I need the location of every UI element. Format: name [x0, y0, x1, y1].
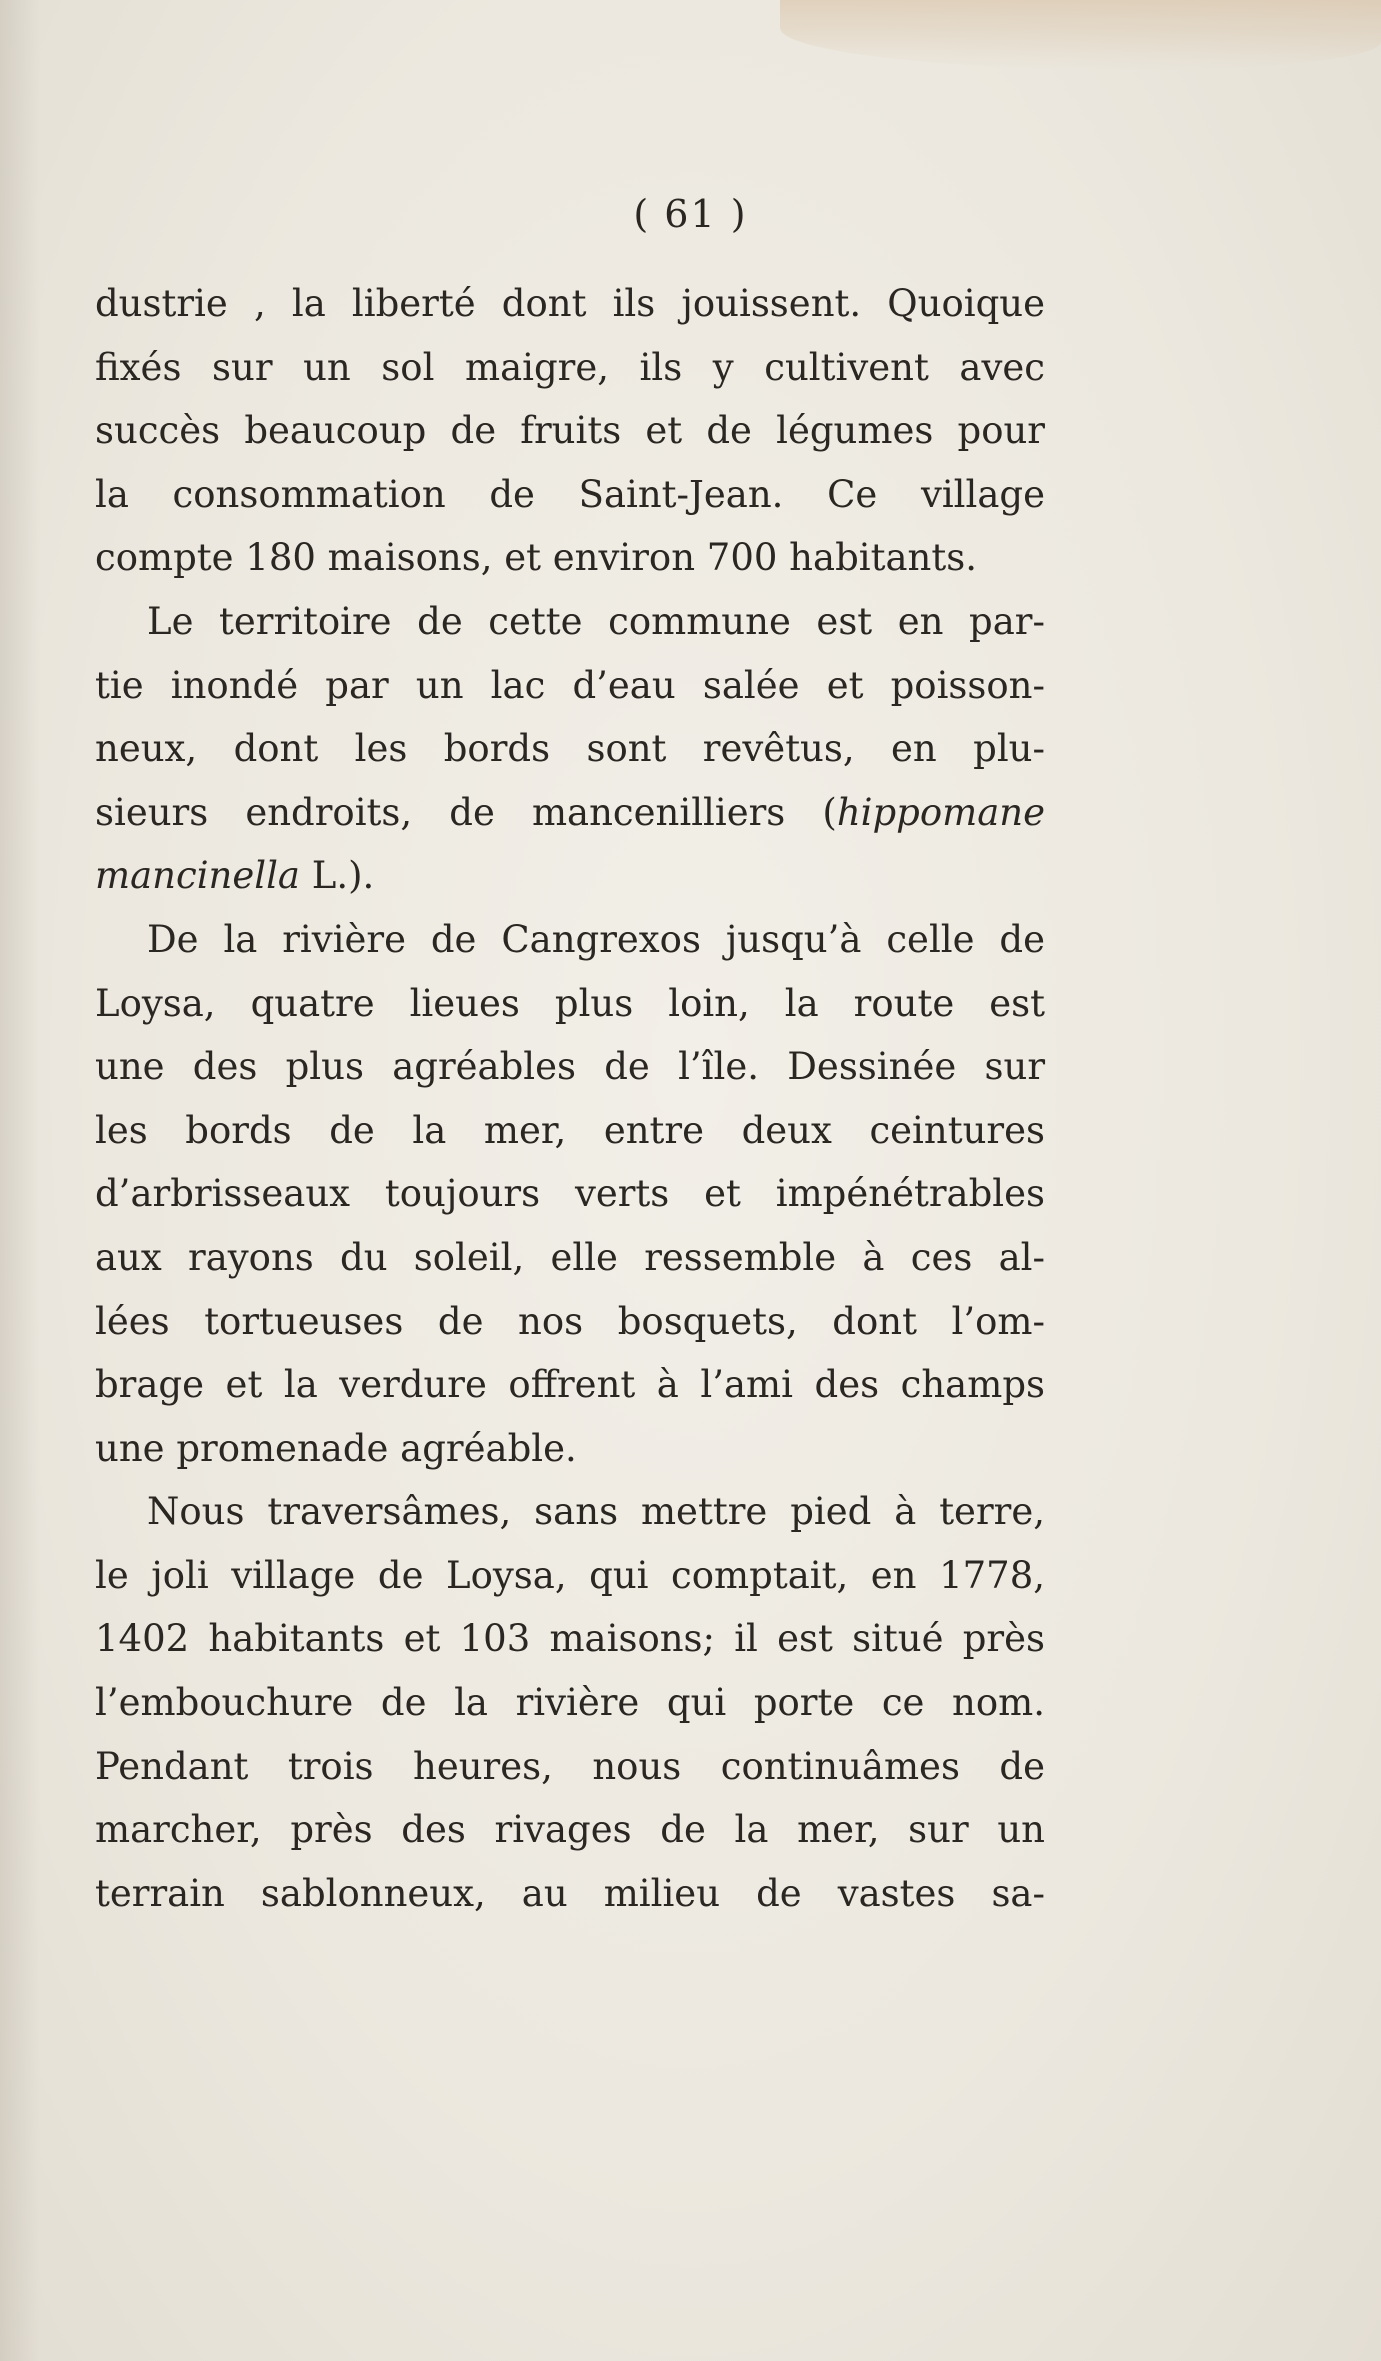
text-line: neux, dont les bords sont revêtus, en plu-: [95, 727, 1045, 771]
text-line: d’arbrisseaux toujours verts et impénétrables: [95, 1172, 1045, 1216]
text-line: brage et la verdure offrent à l’ami des champs: [95, 1363, 1045, 1407]
text-line: [95, 844, 1045, 908]
text-segment: L.).: [299, 854, 375, 898]
text-line: lées tortueuses de nos bosquets, dont l’om-: [95, 1299, 1045, 1343]
text-line: une promenade agréable.: [95, 1426, 577, 1470]
italic-term: mancinella: [95, 854, 300, 898]
text-line: l’embouchure de la rivière qui porte ce nom.: [95, 1681, 1045, 1725]
text-line: Pendant trois heures, nous continuâmes de: [95, 1744, 1045, 1788]
text-line: [95, 781, 1045, 845]
text-line: 1402 habitants et 103 maisons; il est situé près: [95, 1617, 1045, 1661]
text-line: les bords de la mer, entre deux ceintures: [95, 1108, 1045, 1152]
text-line: marcher, près des rivages de la mer, sur un: [95, 1808, 1045, 1852]
text-line: De la rivière de Cangrexos jusqu’à celle de: [147, 917, 1045, 961]
text-line: le joli village de Loysa, qui comptait, en 1778,: [95, 1553, 1045, 1597]
gutter-shadow: [0, 0, 40, 2361]
text-line: une des plus agréables de l’île. Dessinée sur: [95, 1045, 1045, 1089]
text-line: tie inondé par un lac d’eau salée et poisson-: [95, 663, 1045, 707]
text-line: fixés sur un sol maigre, ils y cultivent avec: [95, 345, 1045, 389]
text-line: dustrie , la liberté dont ils jouissent. Quoique: [95, 282, 1045, 325]
text-segment: sieurs endroits, de mancenilliers (: [95, 790, 837, 834]
text-line: Loysa, quatre lieues plus loin, la route est: [95, 981, 1045, 1025]
italic-term: hippomane: [836, 790, 1045, 834]
text-line: terrain sablonneux, au milieu de vastes sa-: [95, 1871, 1045, 1915]
paper-stain: [780, 0, 1381, 70]
page-number: ( 61 ): [633, 192, 748, 236]
text-line: Le territoire de cette commune est en par-: [147, 599, 1045, 643]
text-line: Nous traversâmes, sans mettre pied à terre,: [147, 1490, 1045, 1534]
body-text: [95, 272, 1045, 1925]
text-line: aux rayons du soleil, elle ressemble à ces al-: [95, 1235, 1045, 1279]
text-line: succès beaucoup de fruits et de légumes pour: [95, 409, 1045, 453]
text-line: la consommation de Saint-Jean. Ce village: [95, 472, 1045, 516]
text-line: compte 180 maisons, et environ 700 habitants.: [95, 536, 977, 580]
